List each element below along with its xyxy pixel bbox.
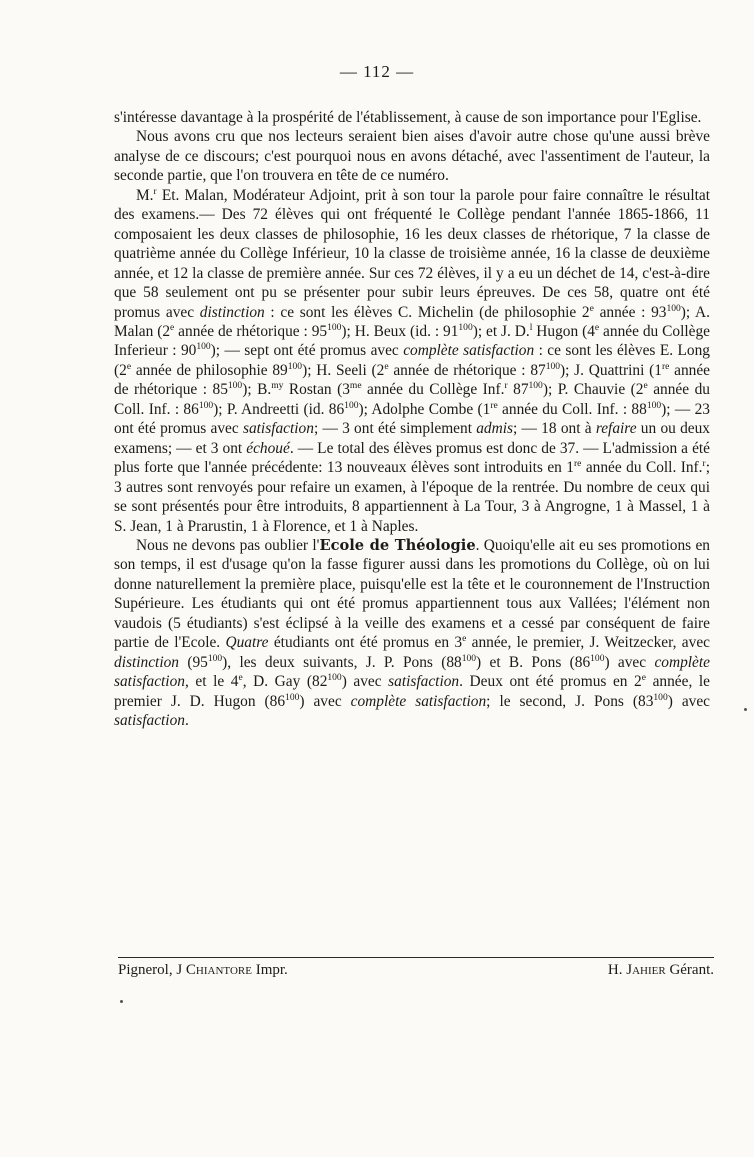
text-run: année du Coll. Inf. : 86 — [114, 381, 710, 418]
text-run: distinction — [199, 303, 265, 321]
text-run: satisfaction — [242, 420, 314, 438]
text-run: échoué — [246, 439, 290, 457]
text-run: : ce sont les élèves C. Michelin (de philosophie 2 — [264, 303, 590, 321]
text-run: 100 — [198, 399, 214, 411]
text-run: e — [462, 633, 467, 645]
text-run: re — [490, 399, 498, 411]
text-run: ) avec — [341, 673, 389, 691]
text-run: 100 — [227, 380, 243, 392]
text-run: ; 3 autres sont renvoyés pour refaire un examen, à l'époque de la rentrée. Du nombre de ceux qui se sont présentés pour être introduits, 8 appartiennent à La Tour, 3 à Angrogne, 1 à Massel, 1 à S. Jean, 1 à Prarustin, 1 à Florence, et 1 à Naples. — [114, 459, 710, 535]
paragraph — [114, 536, 710, 731]
text-run: ); B. — [242, 381, 272, 399]
text-run: 100 — [207, 652, 223, 664]
text-run: s'intéresse davantage à la prospérité de l'établissement, à cause de son importance pour l'Eglise. — [114, 109, 702, 126]
text-run: 100 — [653, 691, 668, 703]
body-text — [114, 108, 710, 731]
text-run: ; — 3 ont été simplement — [313, 420, 477, 438]
text-run: complète satisfaction — [403, 342, 535, 360]
text-run: un ou deux examens; — et 3 ont — [114, 420, 711, 457]
text-run: 100 — [528, 380, 543, 392]
text-run: ); J. Quattrini (1 — [560, 361, 662, 379]
text-run: Quatre — [225, 634, 269, 652]
text-run: ); — sept ont été promus avec — [210, 342, 404, 360]
text-run: . — [184, 712, 189, 730]
text-run: complète satisfaction — [350, 692, 487, 710]
text-run: r — [702, 458, 706, 470]
text-run: année du Collège Inf. — [361, 381, 505, 399]
text-run: ); H. Beux (id. : 91 — [341, 322, 459, 340]
paragraph — [114, 108, 710, 127]
text-run: année de philosophie 89 — [131, 361, 288, 379]
margin-speck — [744, 708, 747, 711]
text-run: ), les deux suivants, J. P. Pons (88 — [222, 653, 462, 671]
printer-prefix: Pignerol, J — [118, 962, 186, 978]
manager-suffix: Gérant. — [665, 962, 714, 978]
text-run: me — [349, 380, 362, 392]
text-run: 100 — [196, 341, 211, 353]
text-run: ) avec — [667, 692, 711, 710]
text-run: , D. Gay (82 — [242, 673, 328, 691]
text-run: année de rhétorique : 85 — [114, 361, 711, 399]
text-run: l — [529, 321, 533, 333]
text-run: r — [504, 380, 508, 392]
margin-speck — [120, 1000, 123, 1003]
text-run: satisfaction — [114, 712, 185, 730]
text-run: année du Collège Inferieur : 90 — [114, 322, 710, 360]
text-run: ); H. Seeli (2 — [302, 361, 385, 379]
text-run: r — [153, 185, 157, 197]
text-run: ); P. Andreetti (id. 86 — [213, 400, 345, 418]
text-run: ); P. Chauvie (2 — [542, 381, 644, 399]
text-run: 100 — [327, 321, 342, 333]
text-run: complète satisfaction — [114, 653, 710, 691]
text-run: ); et J. D. — [472, 322, 530, 340]
text-run: 100 — [646, 399, 662, 411]
text-run: my — [271, 380, 284, 392]
text-run: 100 — [461, 652, 477, 664]
text-run: ) avec — [604, 653, 655, 671]
text-run: . Deux ont été promus en 2 — [459, 673, 642, 691]
page-number: — 112 — — [339, 62, 415, 81]
text-run: Ecole de Théologie — [319, 536, 476, 554]
text-run: ; le second, J. Pons (83 — [486, 692, 654, 710]
text-run: e — [384, 360, 389, 372]
text-run: refaire — [595, 420, 637, 438]
paragraph — [114, 186, 710, 536]
printer-suffix: Impr. — [251, 962, 288, 978]
text-run: distinction — [114, 653, 179, 671]
manager-credit — [608, 962, 714, 979]
text-run: 100 — [545, 360, 561, 372]
text-run: Rostan (3 — [283, 381, 350, 399]
text-run: année du Coll. Inf. — [581, 459, 703, 477]
text-run: Nous ne devons pas oublier l' — [136, 536, 320, 554]
text-run: e — [594, 321, 600, 333]
text-run: année de rhétorique : 95 — [174, 322, 328, 340]
text-run: Nous avons cru que nos lecteurs seraient bien aises d'avoir autre chose qu'une aussi brève analyse de ce discours; c'est pourquoi nous en avons détaché, avec l'assentiment de l'auteur, la seconde partie, que l'on trouvera en tête de ce numéro. — [114, 128, 710, 185]
text-run: e — [170, 321, 175, 333]
text-run: 100 — [666, 302, 681, 314]
text-run: e — [589, 302, 594, 314]
text-run: ) et B. Pons (86 — [476, 653, 591, 671]
text-run: ; — 18 ont à — [513, 420, 596, 438]
text-run: année : 93 — [593, 303, 667, 321]
text-run: Hugon (4 — [532, 322, 595, 340]
text-run: satisfaction — [388, 673, 460, 691]
manager-name: Jahier — [626, 962, 666, 978]
text-run: e — [641, 672, 646, 684]
text-run: ); A. Malan (2 — [114, 303, 711, 340]
text-run: . — Le total des élèves promus est donc de 37. — L'admission a été plus forte que l'année précédente: 13 nouveaux élèves sont introduits en 1 — [114, 439, 711, 477]
text-run: admis — [476, 420, 514, 438]
footer-rule — [118, 957, 714, 958]
text-run: re — [661, 360, 670, 372]
text-run: 100 — [285, 691, 300, 703]
paragraph — [114, 127, 710, 185]
text-run: année du Coll. Inf. : 88 — [497, 400, 647, 418]
text-run: année, le premier J. D. Hugon (86 — [114, 673, 710, 710]
text-run: 100 — [287, 360, 303, 372]
text-run: année de rhétorique : 87 — [388, 361, 546, 379]
printer-credit — [118, 962, 288, 979]
text-run: (95 — [178, 653, 208, 671]
text-run: année, le premier, J. Weitzecker, avec — [466, 634, 710, 652]
manager-prefix: H. — [607, 962, 627, 978]
text-run: . Quoiqu'elle ait eu ses promotions en son temps, il est d'usage qu'on la fasse figurer aussi dans les promotions du Collège, où on lui donne naturellement la première place, puisqu'elle est la tête et le couronnement de l'Instruction Supérieure. Les étudiants qui ont été promus appartiennent tous aux Vallées; l'élément non vaudois (5 étudiants) s'est éclipsé à la veille des examens et a cessé par conséquent de faire partie de l'Ecole. — [114, 536, 710, 652]
text-run: ); Adolphe Combe (1 — [358, 400, 491, 418]
text-run: 100 — [327, 672, 342, 684]
text-run: 100 — [590, 652, 605, 664]
text-run: ) avec — [299, 692, 351, 710]
footer — [118, 962, 714, 979]
text-run: 100 — [458, 321, 473, 333]
text-run: e — [238, 672, 243, 684]
text-run: 100 — [344, 399, 359, 411]
text-run: e — [126, 360, 132, 372]
text-run: re — [574, 458, 582, 470]
printer-name: Chiantore — [185, 962, 252, 978]
text-run: , et le 4 — [184, 673, 239, 691]
text-run: ); — 23 ont été promus avec — [114, 400, 710, 438]
text-run: étudiants ont été promus en 3 — [268, 634, 463, 652]
text-run: M. — [136, 186, 154, 204]
text-run: : ce sont les élèves E. Long (2 — [114, 342, 710, 379]
text-run: Et. Malan, Modérateur Adjoint, prit à son tour la parole pour faire connaître le résultat des examens.— Des 72 élèves qui ont fréquenté le Collège pendant l'année 1865-1866, 11 composaient les deux classes de philosophie, 16 les deux classes de rhétorique, 7 la classe de quatrième année du Collège Inférieur, 10 la classe de troisième année, 16 la classe de deuxième année, et 12 la classe de première année. Sur ces 72 élèves, il y a eu un déchet de 14, c'est-à-dire que 58 seulement ont pu se présenter pour subir leurs épreuves. De ces 58, quatre ont été promus avec — [114, 186, 710, 321]
text-run: e — [643, 380, 648, 392]
text-run: 87 — [507, 381, 529, 399]
